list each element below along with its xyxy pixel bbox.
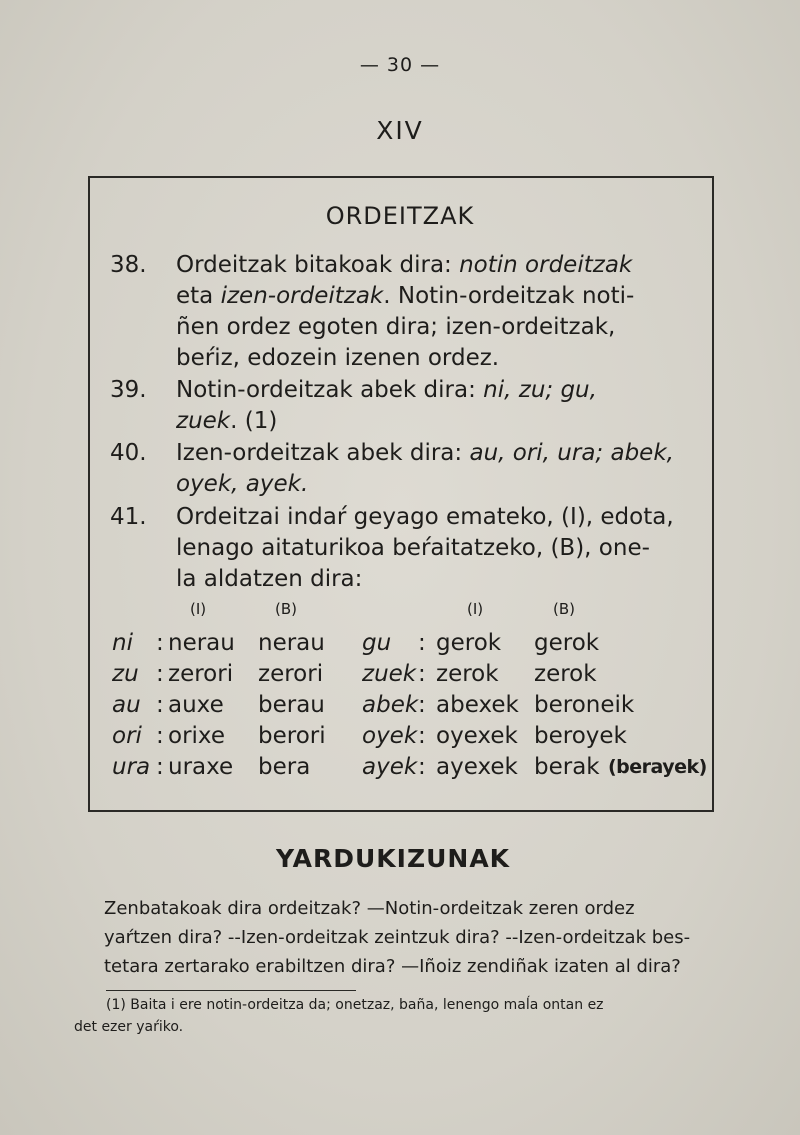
- pronoun: ori: [112, 723, 142, 749]
- reference-form: berak: [534, 754, 600, 780]
- pronoun: abek: [362, 692, 419, 718]
- section-title: ORDEITZAK: [325, 202, 475, 230]
- intensive-form: orixe: [168, 723, 225, 749]
- reference-form: zerok: [534, 661, 597, 687]
- variant-form: (berayek): [608, 756, 707, 778]
- pronoun-row: [362, 692, 635, 718]
- paragraph-line: oyek, ayek.: [176, 471, 309, 497]
- box-border-left: [88, 176, 90, 812]
- separator: :: [156, 723, 164, 749]
- column-header-i: (I): [467, 600, 484, 618]
- intensive-form: gerok: [436, 630, 502, 656]
- paragraph-line: beŕiz, edozein izenen ordez.: [176, 345, 500, 371]
- reference-form: berori: [258, 723, 326, 749]
- paragraph-line: eta izen-ordeitzak. Notin-ordeitzak noti-: [176, 283, 635, 309]
- paragraph-line: Ordeitzai indaŕ geyago emateko, (I), edota,: [176, 504, 674, 530]
- pronoun-row: [112, 754, 311, 780]
- paragraph-line: zuek. (1): [176, 408, 278, 434]
- paragraph-line: ñen ordez egoten dira; izen-ordeitzak,: [176, 314, 616, 340]
- reference-form: beroneik: [534, 692, 635, 718]
- pronoun-row: [112, 723, 326, 749]
- pronoun: gu: [362, 630, 392, 656]
- reference-form: berau: [258, 692, 325, 718]
- paragraph-41: [110, 504, 710, 599]
- pronoun-row: [112, 692, 325, 718]
- chapter-number: XIV: [376, 116, 424, 145]
- paragraph-38: [110, 252, 710, 382]
- footnote-line: (1) Baita i ere notin-ordeitza da; onetzaz, baña, lenengo maĺa ontan ez: [106, 997, 604, 1013]
- intensive-form: nerau: [168, 630, 235, 656]
- reference-form: nerau: [258, 630, 325, 656]
- reference-form: gerok: [534, 630, 600, 656]
- pronoun-row: [112, 661, 324, 687]
- separator: :: [418, 661, 426, 687]
- reference-form: bera: [258, 754, 311, 780]
- page-number: — 30 —: [359, 54, 441, 76]
- pronoun-row: [362, 754, 707, 780]
- reference-form: beroyek: [534, 723, 627, 749]
- intensive-form: zerori: [168, 661, 234, 687]
- paragraph-line: Ordeitzak bitakoak dira: notin ordeitzak: [176, 252, 633, 278]
- pronoun: ayek: [362, 754, 418, 780]
- intensive-form: zerok: [436, 661, 499, 687]
- exercise-line: yaŕtzen dira? --Izen-ordeitzak zeintzuk dira? --Izen-ordeitzak bes-: [104, 927, 691, 948]
- footnote-rule: [106, 990, 356, 991]
- pronoun: zuek: [362, 661, 417, 687]
- footnote-line: det ezer yaŕiko.: [74, 1019, 184, 1035]
- box-border-bottom: [88, 810, 714, 812]
- pronoun-row: [362, 661, 597, 687]
- paragraph-line: Izen-ordeitzak abek dira: au, ori, ura; abek,: [176, 440, 674, 466]
- separator: :: [156, 754, 164, 780]
- column-header-b: (B): [275, 600, 297, 618]
- intensive-form: ayexek: [436, 754, 518, 780]
- intensive-form: abexek: [436, 692, 519, 718]
- box-border-right: [712, 176, 714, 812]
- pronoun-row: [362, 630, 600, 656]
- separator: :: [156, 630, 164, 656]
- paragraph-number: 39.: [110, 377, 147, 403]
- separator: :: [418, 692, 426, 718]
- paragraph-40: [110, 440, 710, 504]
- exercise-line: Zenbatakoak dira ordeitzak? —Notin-ordeitzak zeren ordez: [104, 898, 635, 919]
- separator: :: [418, 723, 426, 749]
- intensive-form: uraxe: [168, 754, 234, 780]
- intensive-form: oyexek: [436, 723, 518, 749]
- pronoun: ni: [112, 630, 133, 656]
- paragraph-number: 40.: [110, 440, 147, 466]
- pronoun: au: [112, 692, 141, 718]
- separator: :: [418, 630, 426, 656]
- paragraph-line: Notin-ordeitzak abek dira: ni, zu; gu,: [176, 377, 597, 403]
- pronoun-row: [362, 723, 627, 749]
- paragraph-number: 38.: [110, 252, 147, 278]
- pronoun: ura: [112, 754, 151, 780]
- paragraph-39: [110, 377, 710, 441]
- reference-form: zerori: [258, 661, 324, 687]
- column-header-b: (B): [553, 600, 575, 618]
- paragraph-line: lenago aitaturikoa beŕaitatzeko, (B), one-: [176, 535, 650, 561]
- pronoun-row: [112, 630, 325, 656]
- intensive-form: auxe: [168, 692, 224, 718]
- paragraph-number: 41.: [110, 504, 147, 530]
- separator: :: [156, 661, 164, 687]
- pronoun: oyek: [362, 723, 418, 749]
- column-header-i: (I): [190, 600, 207, 618]
- separator: :: [418, 754, 426, 780]
- exercises-title: YARDUKIZUNAK: [275, 844, 511, 873]
- separator: :: [156, 692, 164, 718]
- paragraph-line: la aldatzen dira:: [176, 566, 363, 592]
- box-border-top: [88, 176, 714, 178]
- pronoun: zu: [112, 661, 139, 687]
- exercise-line: tetara zertarako erabiltzen dira? —Iñoiz zendiñak izaten al dira?: [104, 956, 681, 977]
